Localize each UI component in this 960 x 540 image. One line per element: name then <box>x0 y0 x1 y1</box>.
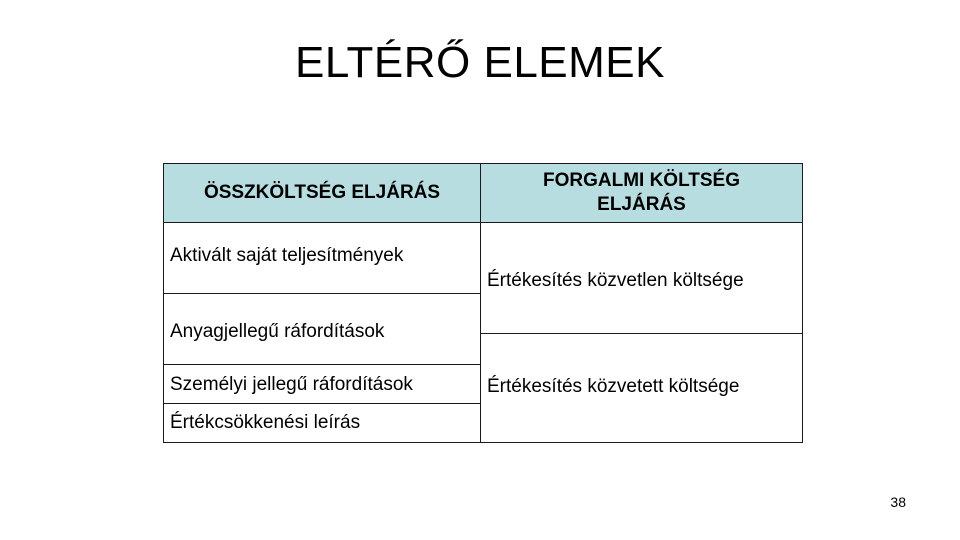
left-item-2-label: Anyagjellegű ráfordítások <box>170 321 385 342</box>
left-header-label: ÖSSZKÖLTSÉG ELJÁRÁS <box>203 182 441 203</box>
left-item-2 <box>163 293 481 365</box>
right-item-1 <box>480 222 803 334</box>
left-item-1 <box>163 222 481 294</box>
right-item-2 <box>480 333 803 443</box>
right-item-2-label: Értékesítés közvetett költsége <box>487 376 740 397</box>
left-item-4 <box>163 403 481 443</box>
slide-title: ELTÉRŐ ELEMEK <box>294 38 665 87</box>
right-header <box>480 163 803 223</box>
left-item-1-label: Aktivált saját teljesítmények <box>170 245 404 266</box>
left-item-3-label: Személyi jellegű ráfordítások <box>170 374 413 395</box>
right-header-line2: ELJÁRÁS <box>597 194 686 215</box>
page-number: 38 <box>890 494 906 510</box>
right-item-1-label: Értékesítés közvetlen költsége <box>487 270 744 291</box>
left-header <box>163 163 481 223</box>
right-header-line1: FORGALMI KÖLTSÉG <box>542 170 741 191</box>
left-item-3 <box>163 364 481 404</box>
left-item-4-label: Értékcsökkenési leírás <box>170 412 361 433</box>
